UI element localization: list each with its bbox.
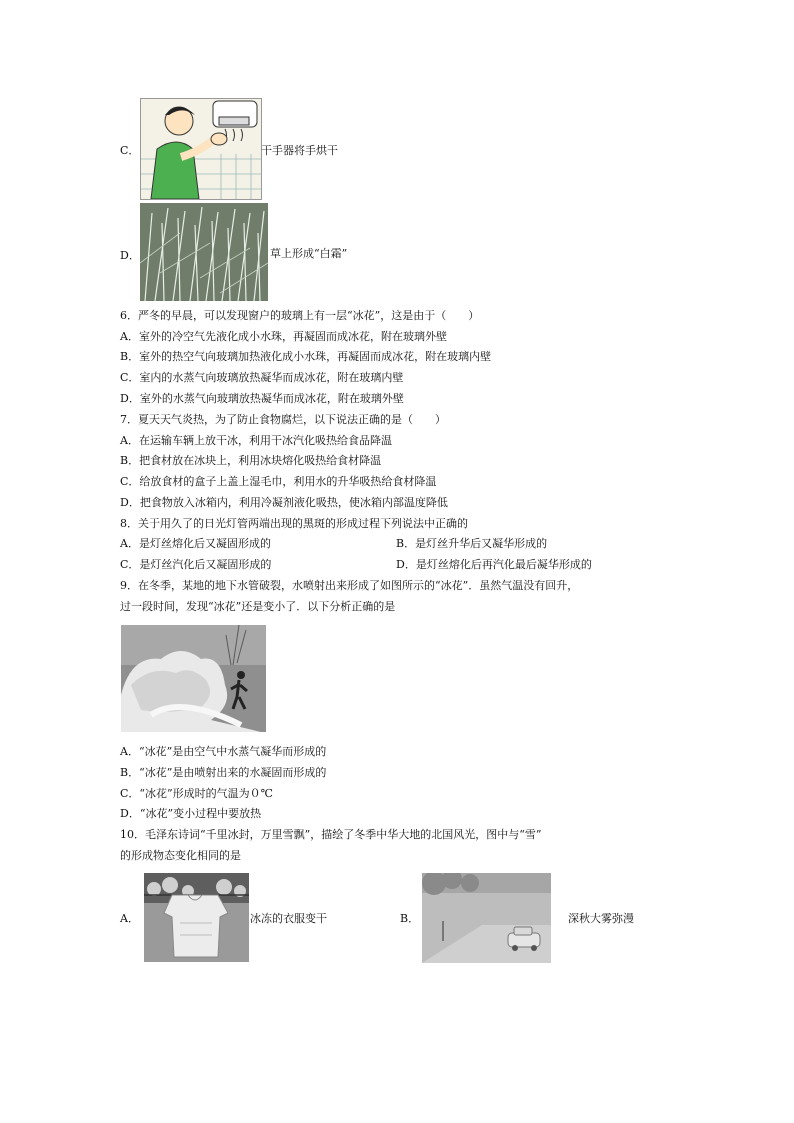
q6-option-c: C．室内的水蒸气向玻璃放热凝华而成冰花，附在玻璃内壁: [120, 371, 404, 384]
option-d-letter: D．: [120, 249, 140, 262]
q9-option-d: D．“冰花”变小过程中要放热: [120, 807, 262, 820]
q10-option-a-letter: A．: [120, 912, 139, 925]
q9-option-a: A．“冰花”是由空气中水蒸气凝华而形成的: [120, 745, 327, 758]
q10-option-b-text: 深秋大雾弥漫: [568, 912, 634, 925]
q8-stem: 8．关于用久了的日光灯管两端出现的黑斑的形成过程下列说法中正确的: [120, 517, 468, 530]
q9-stem-line1: 9．在冬季，某地的地下水管破裂，水喷射出来形成了如图所示的“冰花”．虽然气温没有回升，: [120, 579, 579, 592]
frosted-grass-photo: [140, 203, 268, 301]
q7-option-d: D．把食物放入冰箱内，利用冷凝剂液化吸热，使冰箱内部温度降低: [120, 496, 448, 509]
q8-option-a: A．是灯丝熔化后又凝固形成的: [120, 537, 271, 550]
q7-option-a: A．在运输车辆上放干冰，利用干冰汽化吸热给食品降温: [120, 434, 392, 447]
q10-stem-line2: 的形成物态变化相同的是: [120, 849, 241, 862]
q8-option-b: B．是灯丝升华后又凝华形成的: [396, 537, 548, 550]
q10-option-b-letter: B．: [400, 912, 420, 925]
q6-option-d: D．室外的水蒸气向玻璃放热凝华而成冰花，附在玻璃外壁: [120, 392, 404, 405]
q9-stem-line2: 过一段时间，发现“冰花”还是变小了．以下分析正确的是: [120, 600, 396, 613]
q10-option-a-text: 冰冻的衣服变干: [250, 912, 327, 925]
q9-option-b: B．“冰花”是由喷射出来的水凝固而形成的: [120, 766, 327, 779]
option-c-letter: C．: [120, 144, 140, 157]
q8-option-d: D．是灯丝熔化后再汽化最后凝华形成的: [396, 558, 592, 571]
fog-photo: [422, 873, 551, 963]
frozen-clothes-photo: [144, 873, 249, 962]
q6-option-a: A．室外的冷空气先液化成小水珠，再凝固而成冰花，附在玻璃外壁: [120, 330, 447, 343]
option-d-text: 草上形成“白霜”: [270, 247, 348, 260]
q9-option-c: C．“冰花”形成时的气温为０℃: [120, 787, 273, 800]
q7-stem: 7．夏天天气炎热，为了防止食物腐烂，以下说法正确的是（ ）: [120, 413, 446, 426]
q6-option-b: B．室外的热空气向玻璃加热液化成小水珠，再凝固而成冰花，附在玻璃内壁: [120, 350, 492, 363]
hand-dryer-illustration: [140, 98, 262, 200]
q10-stem-line1: 10．毛泽东诗词“千里冰封，万里雪飘”，描绘了冬季中华大地的北国风光，图中与“雪”: [120, 828, 542, 841]
q7-option-c: C．给放食材的盒子上盖上湿毛巾，利用水的升华吸热给食材降温: [120, 475, 437, 488]
option-c-text: 干手器将手烘干: [261, 144, 338, 157]
ice-flower-photo: [121, 625, 266, 732]
q6-stem: 6．严冬的早晨，可以发现窗户的玻璃上有一层“冰花”，这是由于（ ）: [120, 309, 480, 322]
q7-option-b: B．把食材放在冰块上，利用冰块熔化吸热给食材降温: [120, 454, 382, 467]
q8-option-c: C．是灯丝汽化后又凝固形成的: [120, 558, 272, 571]
